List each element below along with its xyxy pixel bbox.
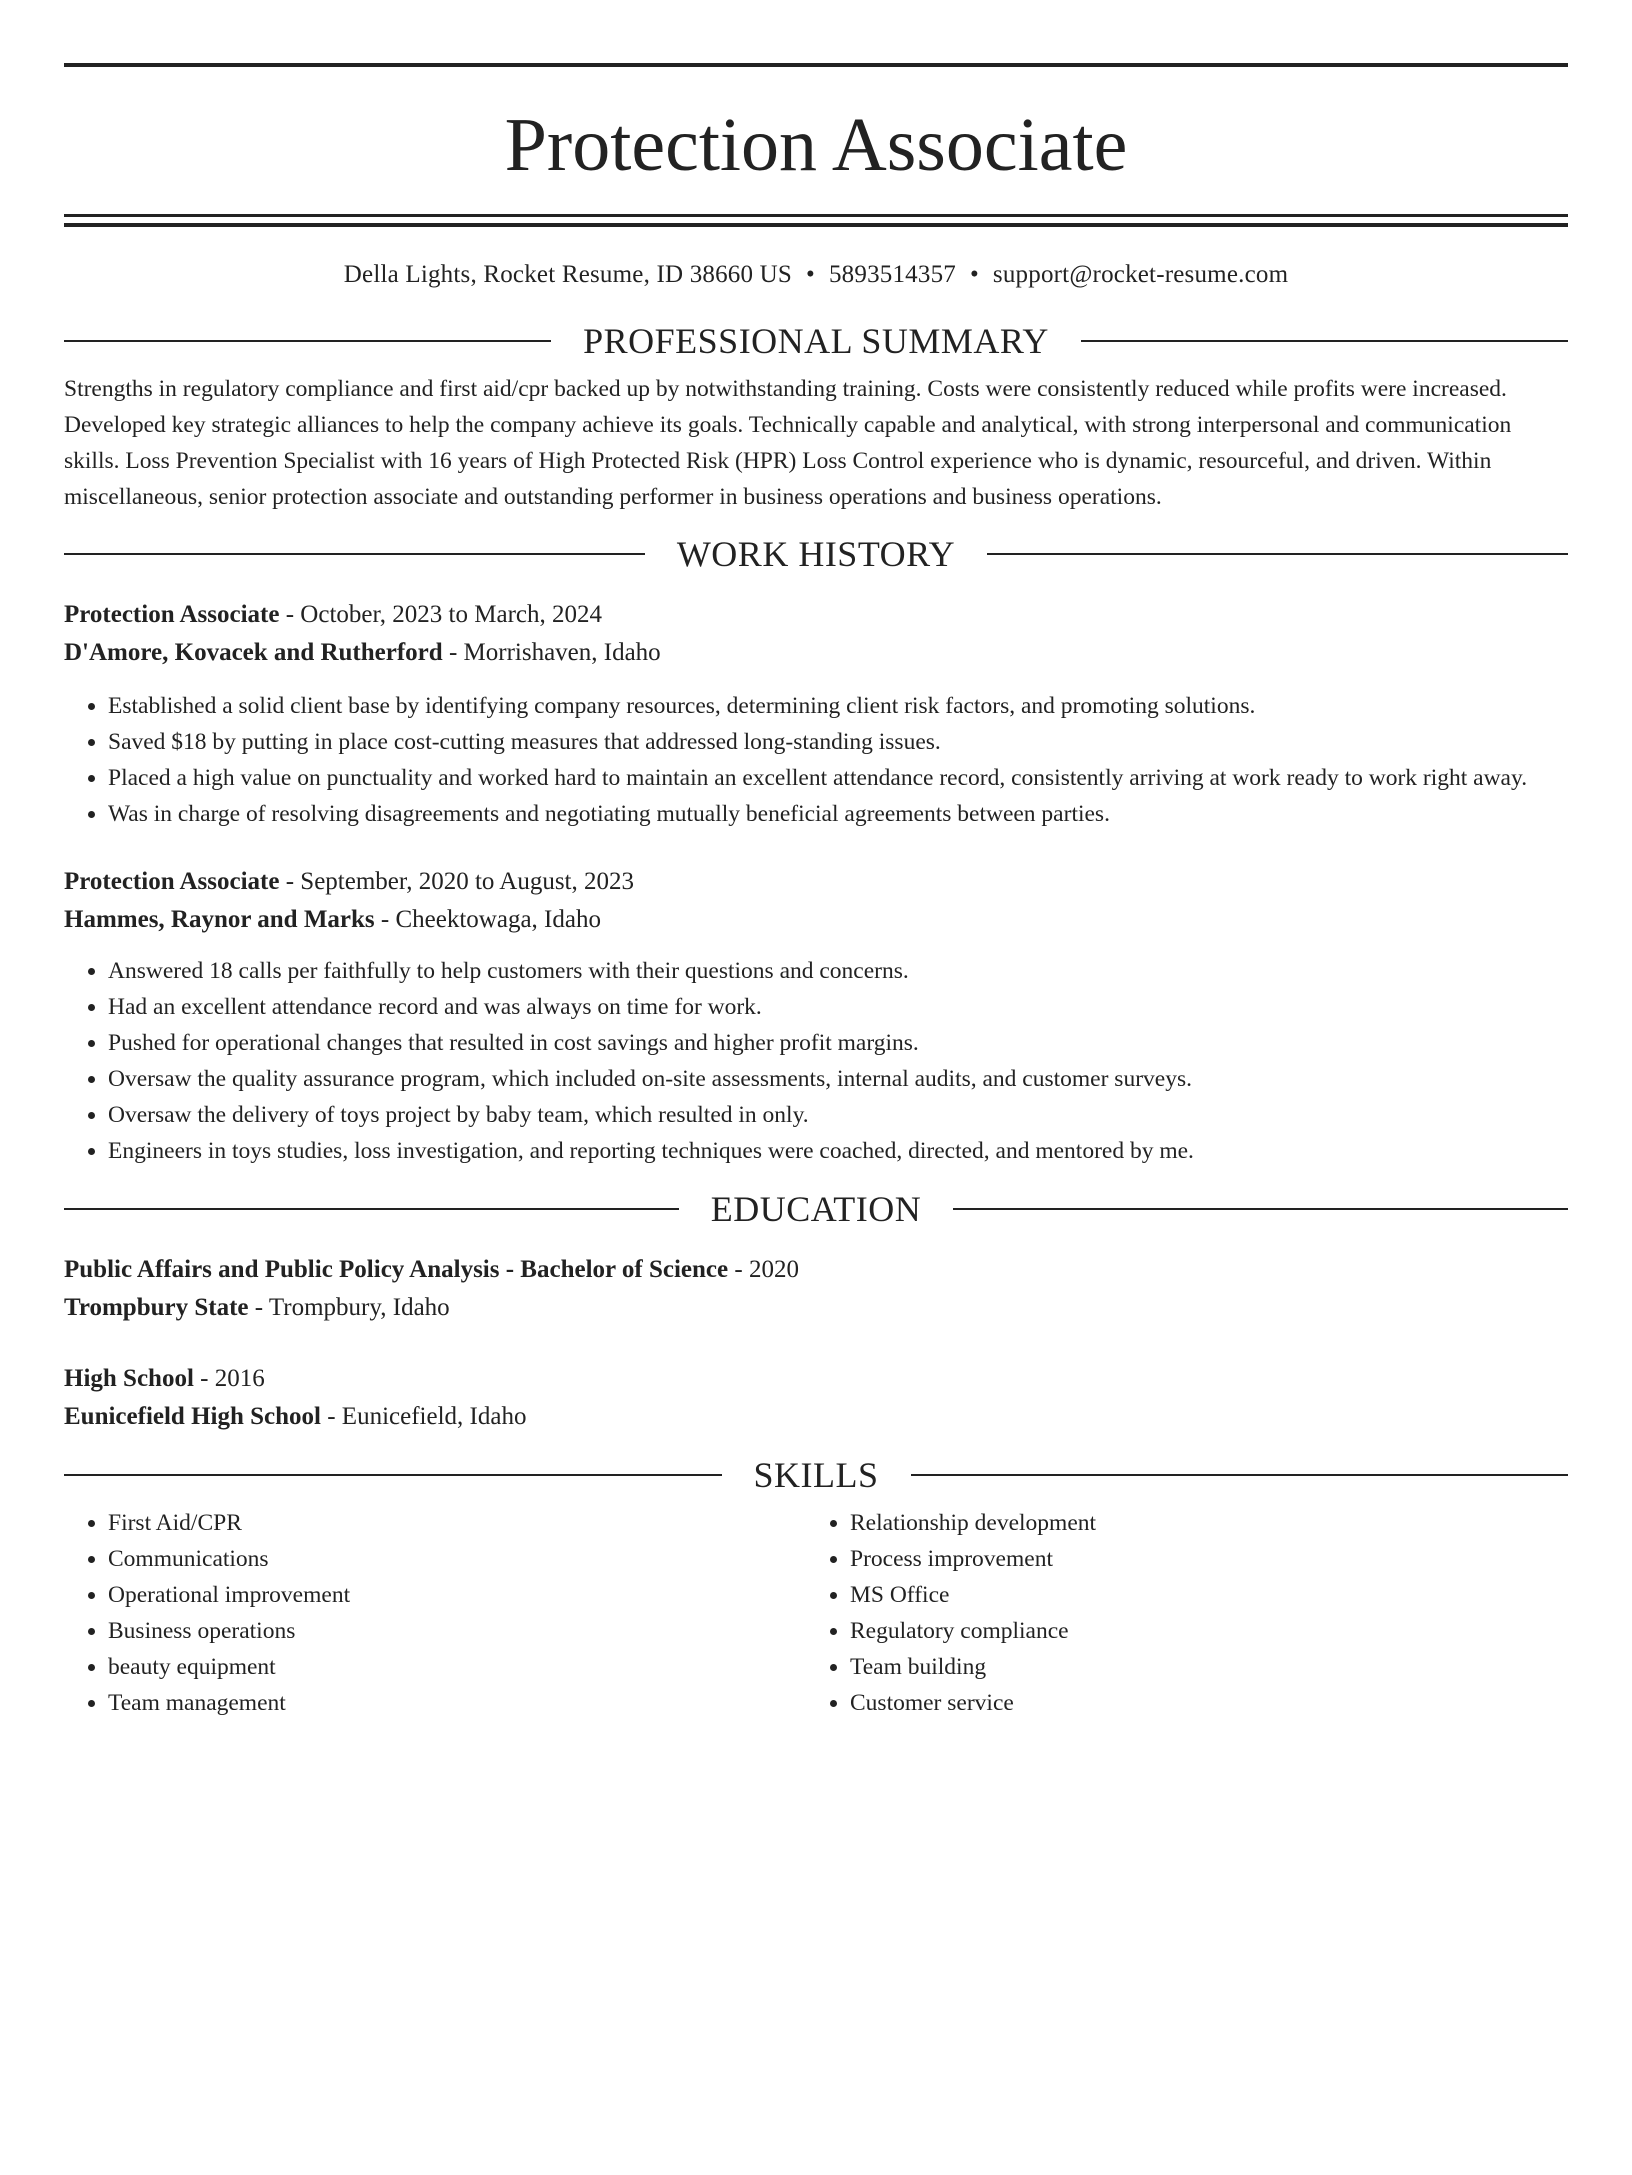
heading-rule [1081, 340, 1568, 342]
skill-item: • Regulatory compliance [850, 1613, 1548, 1649]
section-heading-summary [64, 321, 1568, 361]
heading-text: EDUCATION [710, 1189, 922, 1229]
contact-address: Della Lights, Rocket Resume, ID 38660 US [343, 261, 793, 288]
skill-item: • beauty equipment [108, 1649, 806, 1685]
education-degree: Public Affairs and Public Policy Analysis - Bachelor of Science [64, 1256, 729, 1283]
section-heading-skills [64, 1455, 1568, 1495]
heading-rule [64, 1208, 679, 1210]
list-item: • Saved $18 by putting in place cost-cutting measures that addressed long-standing issues. [108, 724, 1568, 760]
contact-phone: 5893514357 [828, 261, 956, 288]
resume-page [0, 63, 1632, 2175]
heading-text: SKILLS [753, 1455, 879, 1495]
job-entry [64, 863, 1568, 1169]
list-item: • Oversaw the delivery of toys project by baby team, which resulted in only. [108, 1097, 1568, 1133]
skill-item: • Team management [108, 1685, 806, 1721]
skill-item: • First Aid/CPR [108, 1505, 806, 1541]
education-degree-line [64, 1360, 1568, 1398]
job-title-line [64, 596, 1568, 634]
job-bullets [64, 688, 1568, 832]
section-heading-education [64, 1189, 1568, 1229]
job-location: - Cheektowaga, Idaho [374, 906, 601, 933]
job-company: D'Amore, Kovacek and Rutherford [64, 639, 443, 666]
education-degree: High School [64, 1365, 194, 1392]
list-item: • Was in charge of resolving disagreements and negotiating mutually beneficial agreements between parties. [108, 796, 1568, 832]
contact-separator: • [969, 261, 979, 288]
heading-rule [64, 1474, 722, 1476]
heading-text: PROFESSIONAL SUMMARY [583, 321, 1049, 361]
list-item: • Engineers in toys studies, loss investigation, and reporting techniques were coached, directed, and mentored by me. [108, 1133, 1568, 1169]
education-school: Eunicefield High School [64, 1403, 321, 1430]
heading-rule [64, 340, 551, 342]
job-title: Protection Associate [64, 601, 280, 628]
list-item: • Answered 18 calls per faithfully to help customers with their questions and concerns. [108, 953, 1568, 989]
job-bullets [64, 953, 1568, 1169]
skills-list-left [64, 1505, 806, 1721]
summary-paragraph: Strengths in regulatory compliance and first aid/cpr backed up by notwithstanding training. Costs were consistently reduced while profits were increased. Developed key strategic alliances to help the company achieve its goals. Technically capable and analytical, with strong interpersonal and communication skills. Loss Prevention Specialist with 16 years of High Protected Risk (HPR) Loss Control experience who is dynamic, resourceful, and driven. Within miscellaneous, senior protection associate and outstanding performer in business operations and business operations. [64, 376, 1512, 510]
list-item: • Placed a high value on punctuality and worked hard to maintain an excellent attendance record, consistently arriving at work ready to work right away. [108, 760, 1568, 796]
job-dates: - September, 2020 to August, 2023 [279, 868, 634, 895]
skill-item: • Team building [850, 1649, 1548, 1685]
heading-text: WORK HISTORY [676, 534, 956, 574]
contact-separator: • [806, 261, 815, 288]
education-year: - 2020 [728, 1256, 799, 1283]
skills-list-right [806, 1505, 1548, 1721]
education-location: - Eunicefield, Idaho [320, 1403, 527, 1430]
skills-columns [64, 1505, 1568, 1721]
education-year: - 2016 [193, 1365, 265, 1392]
heading-rule [64, 553, 645, 555]
job-entry [64, 596, 1568, 832]
skill-item: • Customer service [850, 1685, 1548, 1721]
education-degree-line [64, 1251, 1568, 1289]
skill-item: • Communications [108, 1541, 806, 1577]
job-company: Hammes, Raynor and Marks [64, 906, 375, 933]
resume-title: Protection Associate [504, 103, 1128, 187]
job-company-line [64, 901, 1568, 939]
heading-rule [987, 553, 1568, 555]
list-item: • Had an excellent attendance record and was always on time for work. [108, 989, 1568, 1025]
skill-item: • Business operations [108, 1613, 806, 1649]
contact-email: support@rocket-resume.com [992, 261, 1289, 288]
education-entry [64, 1251, 1568, 1327]
skill-item: • Process improvement [850, 1541, 1548, 1577]
job-company-line [64, 634, 1568, 672]
list-item: • Established a solid client base by identifying company resources, determining client risk factors, and promoting solutions. [108, 688, 1568, 724]
header-double-rule [64, 214, 1568, 227]
header-top-rule [64, 63, 1568, 67]
list-item: • Pushed for operational changes that resulted in cost savings and higher profit margins. [108, 1025, 1568, 1061]
contact-line [64, 260, 1568, 290]
job-dates: - October, 2023 to March, 2024 [279, 601, 603, 628]
list-item: • Oversaw the quality assurance program, which included on-site assessments, internal audits, and customer surveys. [108, 1061, 1568, 1097]
job-location: - Morrishaven, Idaho [442, 639, 661, 666]
skill-item: • Relationship development [850, 1505, 1548, 1541]
education-location: - Trompbury, Idaho [248, 1294, 450, 1321]
heading-rule [953, 1208, 1568, 1210]
education-school-line [64, 1289, 1568, 1327]
education-school: Trompbury State [64, 1294, 249, 1321]
job-title-line [64, 863, 1568, 901]
section-heading-work [64, 534, 1568, 574]
skill-item: • Operational improvement [108, 1577, 806, 1613]
education-entry [64, 1360, 1568, 1436]
heading-rule [911, 1474, 1569, 1476]
job-title: Protection Associate [64, 868, 280, 895]
skill-item: • MS Office [850, 1577, 1548, 1613]
education-school-line [64, 1398, 1568, 1436]
